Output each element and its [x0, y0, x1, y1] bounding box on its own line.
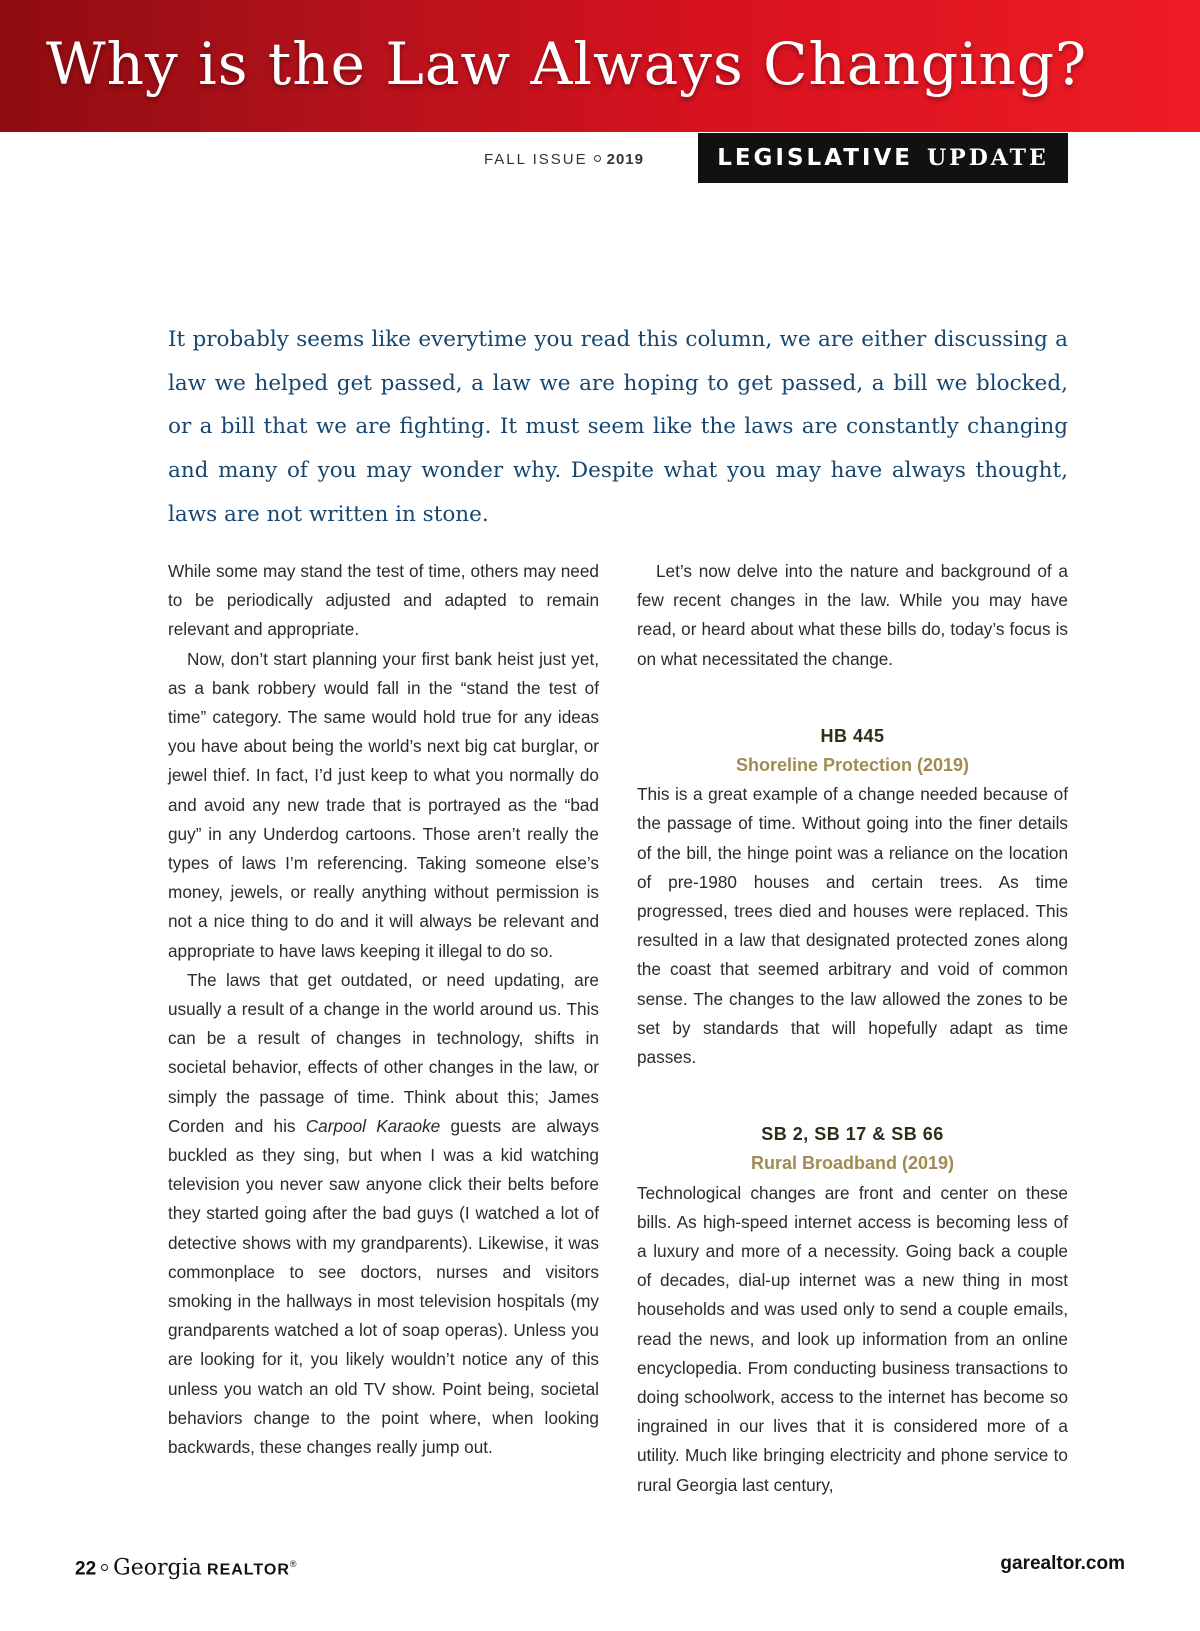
bill-heading — [637, 722, 1068, 780]
publication-name: Georgia — [113, 1555, 202, 1581]
bullet-icon — [101, 1564, 108, 1571]
paragraph-text: The laws that get outdated, or need updating, are usually a result of a change in the world around us. This can be a result of changes in technology, shifts in societal behavior, effects of other changes in the law, or simply the passage of time. Think about this; James Corden and his — [168, 969, 599, 1136]
issue-label — [484, 148, 644, 172]
bill-number: HB 445 — [820, 725, 885, 746]
issue-season: FALL ISSUE — [483, 151, 588, 168]
footer-website: garealtor.com — [1000, 1553, 1125, 1574]
publication-brand: REALTOR — [207, 1561, 290, 1579]
body-paragraph: Let’s now delve into the nature and background of a few recent changes in the law. While you may have read, or heard about what these bills do, today’s focus is on what necessitated the change. — [637, 561, 1068, 669]
section-badge-word-2: UPDATE — [926, 145, 1049, 171]
right-column — [637, 557, 1068, 1500]
bill-description: This is a great example of a change needed because of the passage of time. Without going into the finer details of the bill, the hinge point was a reliance on the location of pre-1980 houses and certain trees. As time progressed, trees died and houses were replaced. This resulted in a law that designated protected zones along the coast that seemed arbitrary and void of common sense. The changes to the law allowed the zones to be set by standards that will hopefully adapt as time passes. — [637, 784, 1068, 1068]
body-paragraph — [168, 966, 599, 1462]
bill-description: Technological changes are front and center on these bills. As high-speed internet access is becoming less of a luxury and more of a necessity. Going back a couple of decades, dial-up internet was a new thing in most households and was used only to send a couple emails, read the news, and look up information from an online encyclopedia. From conducting business transactions to doing schoolwork, access to the internet has become so ingrained in our lives that it is considered more of a utility. Much like bringing electricity and phone service to rural Georgia last century, — [637, 1182, 1068, 1495]
section-badge-word-1: LEGISLATIVE — [717, 145, 913, 171]
issue-year: 2019 — [606, 151, 644, 168]
bill-title: Rural Broadband (2019) — [750, 1153, 955, 1174]
bill-heading — [637, 1120, 1068, 1178]
bill-number: SB 2, SB 17 & SB 66 — [761, 1124, 944, 1145]
footer-folio — [75, 1550, 297, 1584]
intro-paragraph: It probably seems like everytime you read this column, we are either discussing a law we helped get passed, a law we are hoping to get passed, a bill we blocked, or a bill that we are fighting. It must seem like the laws are constantly changing and many of you may wonder why. Despite what you may have always thought, laws are not written in stone. — [168, 327, 1068, 527]
left-column — [168, 557, 599, 1462]
body-paragraph: While some may stand the test of time, others may need to be periodically adjusted and adapted to remain relevant and appropriate. — [168, 561, 599, 640]
bullet-icon — [594, 155, 601, 162]
page-title: Why is the Law Always Changing? — [46, 30, 1088, 98]
page-number: 22 — [75, 1558, 97, 1580]
show-title: Carpool Karaoke — [305, 1115, 441, 1136]
section-badge — [698, 133, 1068, 183]
bill-title: Shoreline Protection (2019) — [735, 755, 970, 776]
registered-mark: ® — [289, 1559, 297, 1569]
body-paragraph: Now, don’t start planning your first bank heist just yet, as a bank robbery would fall in the “stand the test of time” category. The same would hold true for any ideas you have about being the world’s next big cat burglar, or jewel thief. In fact, I’d just keep to what you normally do and avoid any new trade that is portrayed as the “bad guy” in any Underdog cartoons. Those aren’t really the types of laws I’m referencing. Taking someone else’s money, jewels, or really anything without permission is not a nice thing to do and it will always be relevant and appropriate to have laws keeping it illegal to do so. — [168, 648, 599, 961]
title-banner — [0, 0, 1200, 132]
paragraph-text: guests are always buckled as they sing, but when I was a kid watching television you never saw anyone click their belts before they started going after the bad guys (I watched a lot of detective shows with my grandparents). Likewise, it was commonplace to see doctors, nurses and visitors smoking in the hallways in most television hospitals (my grandparents watched a lot of soap operas). Unless you are looking for it, you likely wouldn’t notice any of this unless you watch an old TV show. Point being, societal behaviors change to the point where, when looking backwards, these changes really jump out. — [168, 1115, 599, 1458]
